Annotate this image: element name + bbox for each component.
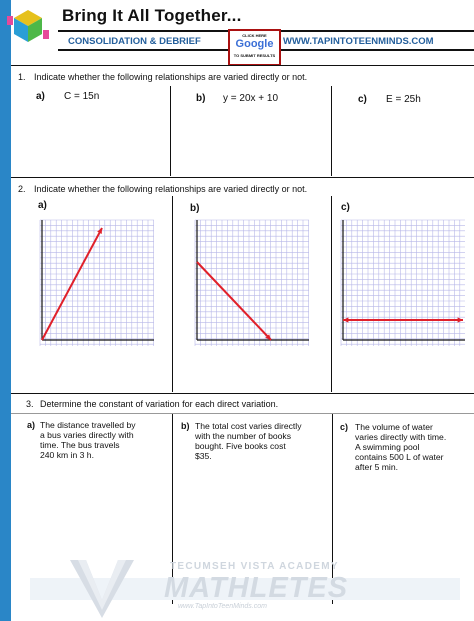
q2-part-b-label: b) <box>190 203 200 214</box>
q2-graph-a <box>32 218 156 348</box>
google-submit-button[interactable] <box>228 29 281 66</box>
page-title: Bring It All Together... <box>62 6 242 25</box>
arrowhead-end <box>458 317 463 322</box>
q2-prompt: Indicate whether the following relationships are varied directly or not. <box>34 184 308 194</box>
q2-number: 2. <box>18 184 26 194</box>
q3-part-a-label: a) <box>27 420 36 430</box>
q1-part-a-label: a) <box>36 91 45 102</box>
google-button-top-text: CLICK HERE <box>242 33 267 38</box>
q2-graph-c <box>337 218 467 348</box>
q3-c-line-3: A swimming pool <box>355 442 420 452</box>
q2-part-a-label: a) <box>38 200 47 211</box>
q3-part-c-label: c) <box>340 422 349 432</box>
q1-part-c-equation: E = 25h <box>386 94 421 105</box>
q3-c-line-5: after 5 min. <box>355 462 398 472</box>
q3-b-line-4: $35. <box>195 451 212 461</box>
q3-prompt: Determine the constant of variation for each direct variation. <box>40 399 279 409</box>
q3-top-border <box>11 393 474 394</box>
q1-part-b-equation: y = 20x + 10 <box>223 93 279 104</box>
q3-c-line-4: contains 500 L of water <box>355 452 444 462</box>
google-button-bottom-text: TO SUBMIT RESULTS <box>233 53 276 58</box>
q1-number: 1. <box>18 72 26 82</box>
q1-part-c-label: c) <box>358 94 367 105</box>
q3-b-line-1: The total cost varies directly <box>195 421 302 431</box>
arrowhead-start <box>343 317 348 322</box>
left-accent-bar <box>0 0 11 621</box>
q3-header-underline <box>11 413 474 414</box>
q1-part-a-equation: C = 15n <box>64 91 100 102</box>
q2-top-border <box>11 177 474 178</box>
q1-part-b-label: b) <box>196 93 206 104</box>
q3-part-b-label: b) <box>181 421 190 431</box>
q2-divider-1 <box>172 196 173 392</box>
q3-number: 3. <box>26 399 34 409</box>
q3-c-line-1: The volume of water <box>355 422 433 432</box>
q3-b-line-2: with the number of books <box>195 431 292 441</box>
q1-prompt: Indicate whether the following relationships are varied directly or not. <box>34 72 308 82</box>
q3-a-line-2: a bus varies directly with <box>40 430 134 440</box>
q2-graph-b <box>187 218 311 348</box>
q2-part-c-label: c) <box>341 202 350 213</box>
q3-a-line-3: time. The bus travels <box>40 440 120 450</box>
footer-brand: MATHLETES <box>164 572 349 604</box>
q3-a-line-1: The distance travelled by <box>40 420 136 430</box>
footer-v-logo-icon <box>68 556 136 620</box>
footer-school-name: TECUMSEH VISTA ACADEMY <box>170 561 339 572</box>
cube-logo-icon <box>6 6 50 46</box>
q1-top-border <box>11 65 474 66</box>
subtitle-consolidation: CONSOLIDATION & DEBRIEF <box>68 36 201 47</box>
q2-divider-2 <box>331 196 332 392</box>
q3-b-line-3: bought. Five books cost <box>195 441 286 451</box>
footer-url: www.TapIntoTeenMinds.com <box>178 603 267 610</box>
q3-c-line-2: varies directly with time. <box>355 432 447 442</box>
q1-divider-1 <box>170 86 171 176</box>
q1-divider-2 <box>331 86 332 176</box>
subtitle-website: WWW.TAPINTOTEENMINDS.COM <box>283 36 434 47</box>
q3-a-line-4: 240 km in 3 h. <box>40 450 94 460</box>
google-logo-text: Google <box>235 38 274 50</box>
